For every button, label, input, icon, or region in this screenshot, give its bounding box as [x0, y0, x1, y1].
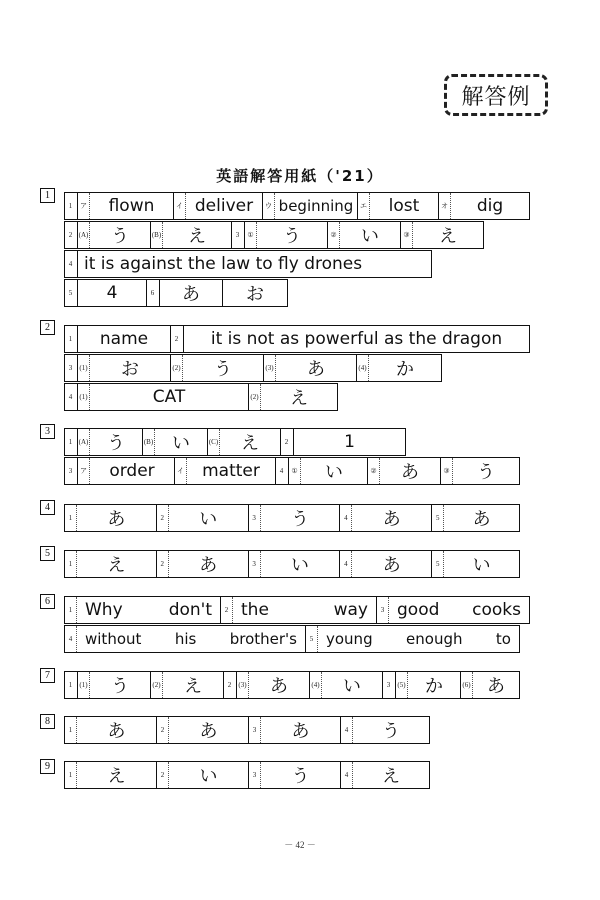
sub-label: 3: [386, 681, 391, 689]
cell-marker: イ: [174, 193, 186, 219]
answer: い: [361, 226, 379, 247]
q9-cell-3: [249, 762, 341, 788]
answer: あ: [199, 555, 218, 576]
q3-sub-1: [65, 429, 78, 455]
q3-2-cell-e: [441, 458, 519, 484]
cell-marker: 2: [157, 551, 169, 577]
cell-marker: 4: [341, 762, 353, 788]
cell-marker: (3): [237, 672, 249, 698]
sub-label: 2: [174, 335, 179, 343]
q2-row-3: [64, 383, 338, 411]
sub-label: 1: [68, 202, 73, 210]
cell-marker: (3): [264, 355, 276, 381]
q5-row-1: [64, 550, 520, 578]
q1-sub-5: [65, 280, 78, 306]
cell-marker: オ: [439, 193, 451, 219]
q2-sub-1: [65, 326, 78, 352]
q1-row-3: [64, 250, 432, 278]
answer: flown: [108, 196, 155, 216]
cell-marker: 1: [65, 762, 77, 788]
q1-1-cell-c: [263, 193, 358, 219]
word: the: [241, 600, 269, 620]
answer: う: [283, 226, 301, 247]
cell-marker: 3: [249, 505, 261, 531]
q8-cell-2: [157, 717, 249, 743]
cell-marker: (6): [461, 672, 473, 698]
q3-1-cell-c: [208, 429, 281, 455]
cell-marker: 5: [432, 505, 444, 531]
sub-label: 2: [227, 681, 232, 689]
cell-marker: (A): [78, 222, 90, 248]
word: young: [326, 630, 373, 648]
word: way: [333, 600, 368, 620]
cell-marker: (1): [78, 355, 90, 381]
sub-label: 3: [235, 231, 240, 239]
cell-marker: 2: [157, 717, 169, 743]
q1-sub-3: [232, 222, 245, 248]
cell-marker: 1: [65, 717, 77, 743]
cell-marker: (2): [171, 355, 183, 381]
q1-1-cell-b: [174, 193, 263, 219]
cell-marker: ①: [289, 458, 301, 484]
word: brother's: [229, 630, 297, 648]
cell-marker: 1: [65, 505, 77, 531]
q7-cell-3: [237, 672, 310, 698]
answer: name: [99, 329, 149, 349]
q8-cell-3: [249, 717, 341, 743]
word: his: [174, 630, 197, 648]
q3-2-cell-b: [175, 458, 276, 484]
q4-cell-5: [432, 505, 519, 531]
answer: あ: [291, 721, 310, 742]
answer: か: [425, 676, 443, 697]
answer: う: [214, 359, 232, 380]
q7-cell-6: [461, 672, 519, 698]
sub-label: 4: [68, 260, 73, 268]
q7-cell-1: [78, 672, 151, 698]
q2-3-cell-a: [78, 384, 249, 410]
cell-marker: (4): [310, 672, 322, 698]
q6-row-1: [64, 596, 530, 624]
q2-sub-3: [65, 355, 78, 381]
cell-marker: ①: [245, 222, 257, 248]
q6-row-2: [64, 625, 520, 653]
q1-4-cell-c: [223, 280, 287, 306]
answer: お: [246, 284, 264, 305]
sub-label: 3: [68, 467, 73, 475]
cell-marker: 2: [221, 597, 233, 623]
answer: あ: [270, 676, 288, 697]
q4-row-1: [64, 504, 520, 532]
answer: か: [396, 359, 414, 380]
q5-cell-1: [65, 551, 157, 577]
q3-2-cell-a: [78, 458, 175, 484]
q1-sub-4: [65, 251, 78, 277]
cell-marker: 2: [157, 505, 169, 531]
cell-marker: 4: [340, 505, 352, 531]
q1-1-cell-d: [358, 193, 439, 219]
question-number-3: 3: [40, 424, 55, 439]
answer: あ: [182, 284, 200, 305]
q3-1-cell-d: [294, 429, 405, 455]
q2-2-cell-a: [78, 355, 171, 381]
answer: [77, 600, 220, 620]
q7-cell-2: [151, 672, 224, 698]
cell-marker: エ: [358, 193, 370, 219]
q1-4-cell-a: [78, 280, 147, 306]
q4-cell-1: [65, 505, 157, 531]
answer: い: [343, 676, 361, 697]
q7-row-1: [64, 671, 520, 699]
q3-sub-2: [281, 429, 294, 455]
q1-sub-1: [65, 193, 78, 219]
answer: deliver: [194, 196, 254, 216]
sub-label: 4: [68, 393, 73, 401]
word: don't: [168, 600, 212, 620]
q3-2-cell-c: [289, 458, 368, 484]
q6-cell-4: [65, 626, 306, 652]
q5-cell-2: [157, 551, 249, 577]
q5-cell-5: [432, 551, 519, 577]
cell-marker: イ: [175, 458, 187, 484]
q3-sub-3: [65, 458, 78, 484]
q3-1-cell-a: [78, 429, 143, 455]
q1-2-cell-a: [78, 222, 151, 248]
cell-marker: ③: [401, 222, 413, 248]
page-number: － 42 －: [284, 840, 316, 850]
answer: え: [107, 555, 126, 576]
answer: い: [290, 555, 309, 576]
q3-1-cell-b: [143, 429, 208, 455]
q2-row-2: [64, 354, 442, 382]
question-number-9: 9: [40, 759, 55, 774]
cell-marker: (A): [78, 429, 90, 455]
answer: う: [107, 433, 125, 454]
q7-cell-4: [310, 672, 383, 698]
answer: い: [472, 555, 491, 576]
cell-marker: 3: [249, 551, 261, 577]
cell-marker: 5: [432, 551, 444, 577]
answer: it is not as powerful as the dragon: [210, 329, 503, 349]
cell-marker: 4: [340, 551, 352, 577]
answer: え: [107, 766, 126, 787]
answer: it is against the law to fly drones: [84, 254, 363, 274]
q9-cell-1: [65, 762, 157, 788]
cell-marker: (2): [151, 672, 163, 698]
q2-3-cell-b: [249, 384, 337, 410]
cell-marker: (1): [78, 672, 90, 698]
q4-cell-2: [157, 505, 249, 531]
answer: あ: [401, 462, 419, 483]
answer: あ: [107, 721, 126, 742]
question-number-8: 8: [40, 714, 55, 729]
word: without: [85, 630, 142, 648]
answer-example-badge: 解答例: [444, 74, 548, 116]
question-number-1: 1: [40, 188, 55, 203]
answer: い: [172, 433, 190, 454]
sub-label: 3: [68, 364, 73, 372]
q1-row-4: [64, 279, 288, 307]
cell-marker: (5): [396, 672, 408, 698]
q2-1-cell-a: [78, 326, 171, 352]
q9-row-1: [64, 761, 430, 789]
answer: CAT: [152, 387, 186, 407]
cell-marker: 5: [306, 626, 318, 652]
q1-2-cell-c: [245, 222, 328, 248]
sub-label: 1: [68, 438, 73, 446]
sub-label: 4: [279, 467, 284, 475]
q7-sub-1: [65, 672, 78, 698]
q6-cell-3: [377, 597, 529, 623]
cell-marker: (1): [78, 384, 90, 410]
answer: う: [290, 509, 309, 530]
cell-marker: 3: [249, 717, 261, 743]
answer: あ: [382, 555, 401, 576]
question-number-5: 5: [40, 546, 55, 561]
cell-marker: (4): [357, 355, 369, 381]
q2-1-cell-b: [184, 326, 529, 352]
answer: 1: [344, 432, 355, 452]
q7-cell-5: [396, 672, 461, 698]
answer: [233, 600, 376, 620]
question-number-7: 7: [40, 668, 55, 683]
word: Why: [85, 600, 123, 620]
q2-2-cell-b: [171, 355, 264, 381]
q1-sub-2: [65, 222, 78, 248]
word: enough: [406, 630, 463, 648]
q1-2-cell-d: [328, 222, 401, 248]
page-title: 英語解答用紙（'21）: [216, 167, 384, 185]
q7-sub-2: [224, 672, 237, 698]
question-number-4: 4: [40, 500, 55, 515]
q3-sub-4: [276, 458, 289, 484]
word: good: [397, 600, 440, 620]
question-number-6: 6: [40, 594, 55, 609]
q2-row-1: [64, 325, 530, 353]
answer: お: [121, 359, 139, 380]
q1-2-cell-b: [151, 222, 232, 248]
answer: [77, 630, 305, 648]
sub-label: 1: [68, 335, 73, 343]
q4-cell-4: [340, 505, 432, 531]
cell-marker: ②: [328, 222, 340, 248]
q8-cell-4: [341, 717, 429, 743]
sub-label: 5: [68, 289, 73, 297]
q9-cell-2: [157, 762, 249, 788]
question-number-2: 2: [40, 320, 55, 335]
q5-cell-4: [340, 551, 432, 577]
answer: う: [111, 226, 129, 247]
cell-marker: 2: [157, 762, 169, 788]
q2-2-cell-d: [357, 355, 441, 381]
answer: dig: [476, 196, 504, 216]
q8-cell-1: [65, 717, 157, 743]
q4-cell-3: [249, 505, 341, 531]
q3-2-cell-d: [368, 458, 441, 484]
answer: え: [184, 676, 202, 697]
cell-marker: (B): [143, 429, 155, 455]
q1-1-cell-e: [439, 193, 529, 219]
cell-marker: 1: [65, 551, 77, 577]
answer: い: [199, 766, 218, 787]
answer: あ: [487, 676, 505, 697]
q1-3-cell-a: [78, 251, 431, 277]
answer: い: [325, 462, 343, 483]
sub-label: 1: [68, 681, 73, 689]
word: to: [495, 630, 511, 648]
answer: い: [199, 509, 218, 530]
q1-row-1: [64, 192, 530, 220]
answer: う: [291, 766, 310, 787]
q2-2-cell-c: [264, 355, 357, 381]
answer: え: [439, 226, 457, 247]
answer: あ: [307, 359, 325, 380]
q1-1-cell-a: [78, 193, 174, 219]
q1-sub-6: [147, 280, 160, 306]
cell-marker: ③: [441, 458, 453, 484]
cell-marker: 3: [249, 762, 261, 788]
answer: う: [111, 676, 129, 697]
cell-marker: ア: [78, 458, 90, 484]
answer: あ: [382, 509, 401, 530]
cell-marker: ア: [78, 193, 90, 219]
q9-cell-4: [341, 762, 429, 788]
cell-marker: ウ: [263, 193, 275, 219]
cell-marker: (B): [151, 222, 163, 248]
answer: え: [188, 226, 206, 247]
cell-marker: 4: [65, 626, 77, 652]
q6-cell-2: [221, 597, 377, 623]
answer: beginning: [278, 197, 354, 215]
answer: う: [477, 462, 495, 483]
q6-cell-1: [65, 597, 221, 623]
cell-marker: 4: [341, 717, 353, 743]
sub-label: 6: [150, 289, 155, 297]
q6-cell-5: [306, 626, 519, 652]
cell-marker: 1: [65, 597, 77, 623]
answer: [389, 600, 529, 620]
q2-sub-2: [171, 326, 184, 352]
q1-4-cell-b: [160, 280, 223, 306]
word: cooks: [472, 600, 521, 620]
cell-marker: (2): [249, 384, 261, 410]
answer: 4: [106, 283, 118, 303]
answer: lost: [388, 196, 420, 216]
answer: あ: [199, 721, 218, 742]
q5-cell-3: [249, 551, 341, 577]
answer: matter: [202, 461, 260, 481]
cell-marker: ②: [368, 458, 380, 484]
q3-row-2: [64, 457, 520, 485]
answer: あ: [472, 509, 491, 530]
q7-sub-3: [383, 672, 396, 698]
sub-label: 2: [68, 231, 73, 239]
q1-2-cell-e: [401, 222, 483, 248]
answer: あ: [107, 509, 126, 530]
answer: order: [109, 461, 155, 481]
cell-marker: 3: [377, 597, 389, 623]
answer: え: [382, 766, 400, 787]
q8-row-1: [64, 716, 430, 744]
q2-sub-4: [65, 384, 78, 410]
answer: う: [382, 721, 400, 742]
answer: [318, 630, 519, 648]
q3-row-1: [64, 428, 406, 456]
answer: え: [290, 388, 308, 409]
answer: え: [241, 433, 259, 454]
q1-row-2: [64, 221, 484, 249]
sub-label: 2: [284, 438, 289, 446]
cell-marker: (C): [208, 429, 220, 455]
